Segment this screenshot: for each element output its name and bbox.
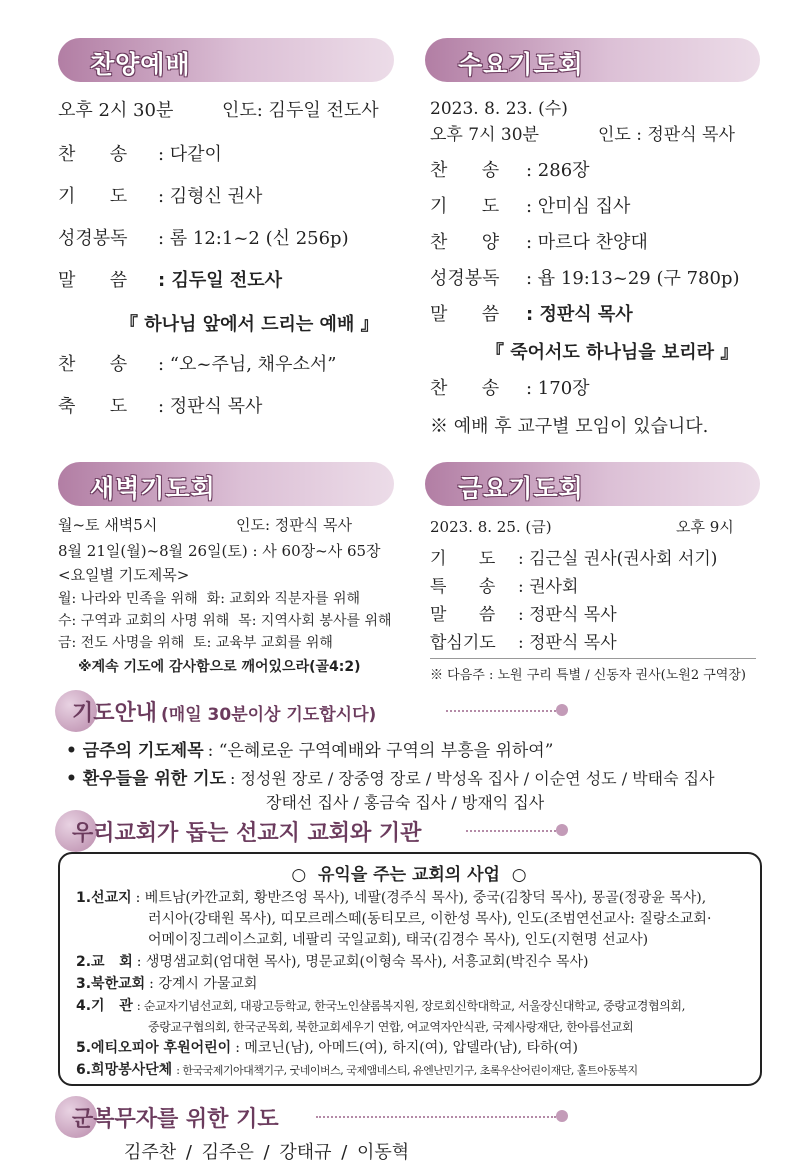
- dawn-topics-header: <요일별 기도제목>: [58, 566, 190, 584]
- row-label: 찬 송: [430, 378, 500, 399]
- row-value: : 롬 12:1~2 (신 256p): [158, 228, 349, 249]
- row-value: : 정판식 목사: [518, 605, 617, 625]
- row-value: : 김두일 전도사: [158, 270, 283, 291]
- soldiers-heading: 군복무자를 위한 기도: [72, 1107, 279, 1132]
- soldiers-divider-end: [556, 1110, 568, 1122]
- missions-row-church: [76, 952, 589, 973]
- wednesday-sermon-title: 『 죽어서도 하나님을 보리라 』: [486, 342, 739, 363]
- missions-row-volunteer: [76, 1060, 638, 1081]
- row-label: 기 도: [430, 549, 496, 569]
- wednesday-time: 오후 7시 30분: [430, 125, 539, 145]
- row-label: 찬 양: [430, 232, 500, 253]
- missions-row-mission: [76, 888, 706, 909]
- prayer-guide-divider: [446, 710, 556, 712]
- row-value: : 정판식 목사: [518, 633, 617, 653]
- friday-row: [430, 572, 578, 597]
- worship-title: 찬양예배: [90, 50, 191, 79]
- row-label: 기 도: [58, 186, 128, 207]
- row-value: : 욥 19:13~29 (구 780p): [526, 268, 740, 289]
- wednesday-row: [430, 192, 630, 218]
- row-label: 말 씀: [58, 270, 128, 291]
- dawn-topic: 월: 나라와 민족을 위해 화: 교회와 직분자를 위해: [58, 591, 360, 607]
- row-value: : 정판식 목사: [526, 304, 633, 325]
- worship-row: [58, 266, 282, 292]
- row-label: 찬 송: [430, 160, 500, 181]
- missions-row-nk: [76, 974, 257, 995]
- soldiers-names: 김주찬 / 김주은 / 강태규 / 이동혁: [124, 1142, 410, 1163]
- wednesday-leader: 인도 : 정판식 목사: [598, 125, 735, 145]
- missions-row-line: : 생명샘교회(엄대현 목사), 명문교회(이형숙 목사), 서흥교회(박진수 목사): [136, 954, 589, 970]
- prayer-guide-heading: [72, 696, 376, 727]
- dawn-leader: 인도: 정판식 목사: [236, 516, 353, 534]
- missions-divider-end: [556, 824, 568, 836]
- dawn-time: 월~토 새벽5시: [58, 516, 158, 534]
- row-label: 성경봉독: [58, 228, 128, 249]
- missions-row-line: 어메이징그레이스교회, 네팔리 국일교회), 태국(김경수 목사), 인도(지현명 선교사): [148, 932, 649, 948]
- wednesday-row: [430, 156, 590, 182]
- worship-row: [58, 392, 262, 418]
- row-label: 말 씀: [430, 605, 496, 625]
- missions-row-line: 중랑교구협의회, 한국군목회, 북한교회세우기 연합, 여교역자안식관, 국제사랑재단, 한아름선교회: [148, 1020, 634, 1034]
- wednesday-row: [430, 374, 590, 400]
- row-value: : “오~주님, 채우소서”: [158, 354, 337, 375]
- prayer-item-weekly: [66, 736, 553, 761]
- prayer-guide-divider-end: [556, 704, 568, 716]
- missions-row-ethiopia: [76, 1038, 578, 1059]
- row-value: : 안미심 집사: [526, 196, 631, 217]
- worship-row: [58, 140, 222, 166]
- prayer-guide-title: 기도안내: [72, 701, 158, 726]
- friday-row: [430, 628, 617, 653]
- friday-title: 금요기도회: [458, 474, 584, 503]
- dawn-topic: 수: 구역과 교회의 사명 위해 목: 지역사회 봉사를 위해: [58, 613, 392, 629]
- missions-row-label: 6.희망봉사단체: [76, 1062, 173, 1078]
- missions-row-label: 5.에티오피아 후원어린이: [76, 1040, 232, 1056]
- missions-row-line: : 베트남(카깐교회, 황반즈엉 목사), 네팔(경주식 목사), 중국(김창덕 목사), 몽골(정광윤 목사),: [135, 890, 707, 906]
- missions-row-line: : 강계시 가물교회: [149, 976, 258, 992]
- prayer-item-patients: [66, 764, 715, 789]
- row-value: : 권사회: [518, 577, 579, 597]
- missions-box-title: ○ 유익을 주는 교회의 사업 ○: [291, 865, 527, 885]
- dawn-verse: ※계속 기도에 감사함으로 깨어있으라(골4:2): [78, 659, 361, 675]
- missions-row-line: : 한국국제기아대책기구, 굿네이버스, 국제앰네스티, 유엔난민기구, 초록우산어린이재단, 홀트아동복지: [176, 1064, 638, 1077]
- row-label: 특 송: [430, 577, 496, 597]
- row-label: 성경봉독: [430, 268, 500, 289]
- worship-row: [58, 224, 349, 250]
- missions-row-label: 2.교 회: [76, 954, 133, 970]
- soldiers-divider: [316, 1116, 556, 1118]
- prayer-item-value: : “은혜로운 구역예배와 구역의 부흥을 위하여”: [207, 741, 554, 761]
- missions-row-label: 4.기 관: [76, 998, 133, 1014]
- prayer-guide-subtitle: (매일 30분이상 기도합시다): [161, 705, 377, 725]
- dawn-range: 8월 21일(월)~8월 26일(토) : 사 60장~사 65장: [58, 542, 381, 560]
- row-label: 말 씀: [430, 304, 500, 325]
- wednesday-row: [430, 264, 740, 290]
- missions-row-line: 러시아(강태원 목사), 띠모르레스떼(동티모르, 이한성 목사), 인도(조범연선교사: 질랑소교회·: [148, 911, 712, 927]
- friday-date: 2023. 8. 25. (금): [430, 518, 552, 536]
- row-label: 기 도: [430, 196, 500, 217]
- worship-time: 오후 2시 30분: [58, 100, 174, 121]
- wednesday-title: 수요기도회: [458, 50, 584, 79]
- worship-sermon-title: 『 하나님 앞에서 드리는 예배 』: [120, 314, 379, 335]
- prayer-item-label: • 환우들을 위한 기도: [66, 769, 226, 789]
- row-label: 합심기도: [430, 633, 496, 653]
- missions-row-line: : 순교자기념선교회, 대광고등학교, 한국노인샬롬복지원, 장로회신학대학교, 서울장신대학교, 중랑교경협의회,: [136, 999, 685, 1013]
- missions-divider: [466, 830, 556, 832]
- row-value: : 정판식 목사: [158, 396, 263, 417]
- missions-row-label: 3.북한교회: [76, 976, 146, 992]
- prayer-item-label: • 금주의 기도제목: [66, 741, 204, 761]
- dawn-topic: 금: 전도 사명을 위해 토: 교육부 교회를 위해: [58, 635, 333, 651]
- prayer-item-value: : 정성원 장로 / 장중영 장로 / 박성옥 집사 / 이순연 성도 / 박태숙 집사: [230, 769, 715, 788]
- row-value: : 김형신 권사: [158, 186, 263, 207]
- row-value: : 286장: [526, 160, 590, 181]
- missions-heading: 우리교회가 돕는 선교지 교회와 기관: [72, 821, 422, 846]
- wednesday-date: 2023. 8. 23. (수): [430, 99, 568, 119]
- friday-time: 오후 9시: [676, 518, 734, 536]
- dawn-title: 새벽기도회: [90, 474, 216, 503]
- wednesday-row: [430, 300, 633, 326]
- row-label: 찬 송: [58, 354, 128, 375]
- friday-next: ※ 다음주 : 노원 구리 특별 / 신동자 권사(노원2 구역장): [430, 668, 746, 683]
- prayer-item-patients-cont: 장태선 집사 / 홍금숙 집사 / 방재익 집사: [266, 793, 545, 812]
- worship-row: [58, 350, 336, 376]
- friday-row: [430, 544, 717, 569]
- worship-row: [58, 182, 262, 208]
- row-value: : 김근실 권사(권사회 서기): [518, 549, 718, 569]
- row-label: 축 도: [58, 396, 128, 417]
- wednesday-note: ※ 예배 후 교구별 모임이 있습니다.: [430, 416, 709, 437]
- friday-next-divider: [430, 658, 756, 659]
- missions-row-line: : 메코닌(남), 아메드(여), 하지(여), 압델라(남), 타하(여): [235, 1040, 579, 1056]
- row-value: : 170장: [526, 378, 590, 399]
- worship-leader: 인도: 김두일 전도사: [222, 100, 379, 121]
- row-value: : 마르다 찬양대: [526, 232, 648, 253]
- missions-row-org: [76, 996, 685, 1017]
- friday-row: [430, 600, 617, 625]
- row-label: 찬 송: [58, 144, 128, 165]
- wednesday-row: [430, 228, 648, 254]
- row-value: : 다같이: [158, 144, 222, 165]
- missions-row-label: 1.선교지: [76, 890, 132, 906]
